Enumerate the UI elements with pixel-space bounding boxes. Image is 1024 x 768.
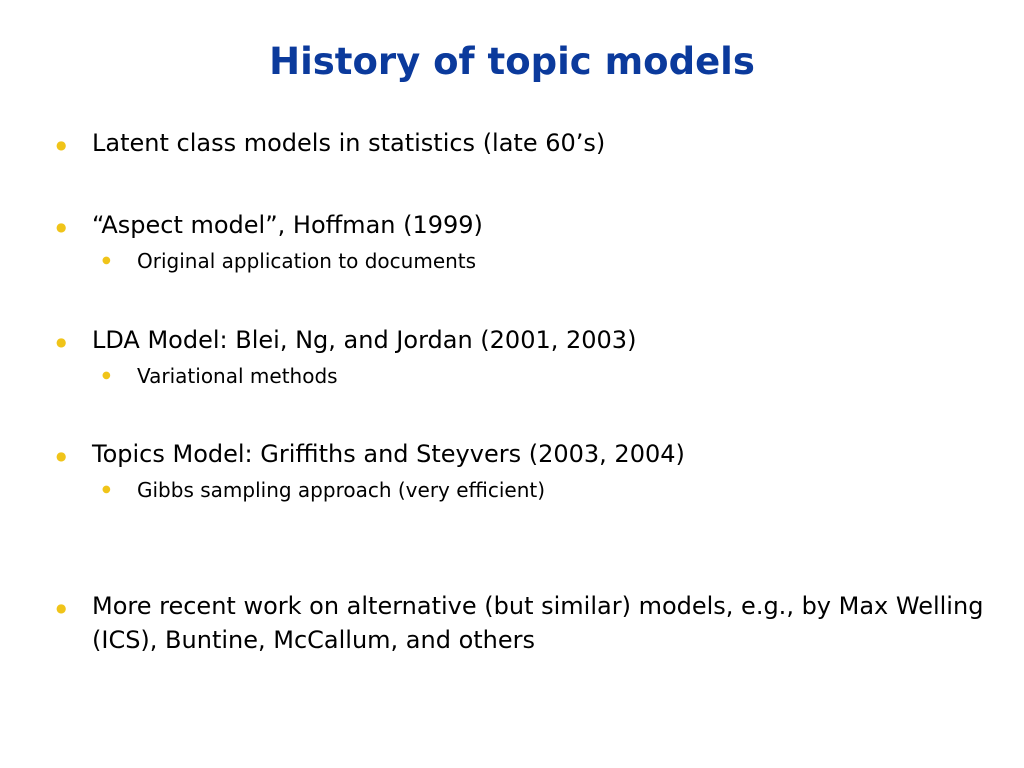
bullet-item-recent-work [56,589,986,657]
bullet-item-topics-model [56,437,986,503]
bullet-text: Latent class models in statistics (late 60’s) [92,129,606,157]
bullet-text: More recent work on alternative (but similar) models, e.g., by Max Welling (ICS), Buntine, McCallum, and others [92,592,984,654]
sub-bullet-text: Original application to documents [137,249,477,273]
sub-bullet-item [102,248,986,274]
bullet-icon: ● [56,138,67,152]
bullet-icon: ● [56,601,67,615]
bullet-text: “Aspect model”, Hoffman (1999) [92,211,483,239]
bullet-item-lda-model [56,323,986,389]
bullet-text: Topics Model: Griffiths and Steyvers (2003, 2004) [92,440,685,468]
bullet-icon: ● [56,449,67,463]
sub-bullet-icon: ● [102,370,111,381]
bullet-text: LDA Model: Blei, Ng, and Jordan (2001, 2003) [92,326,637,354]
sub-bullet-text: Variational methods [137,364,338,388]
bullet-icon: ● [56,220,67,234]
sub-bullet-item [102,477,986,503]
bullet-item-aspect-model [56,208,986,274]
sub-bullet-text: Gibbs sampling approach (very efficient) [137,478,546,502]
sub-bullet-icon: ● [102,255,111,266]
slide-title: History of topic models [269,40,755,83]
sub-bullet-icon: ● [102,484,111,495]
sub-bullet-item [102,363,986,389]
bullet-item-latent-class [56,126,986,160]
bullet-icon: ● [56,335,67,349]
